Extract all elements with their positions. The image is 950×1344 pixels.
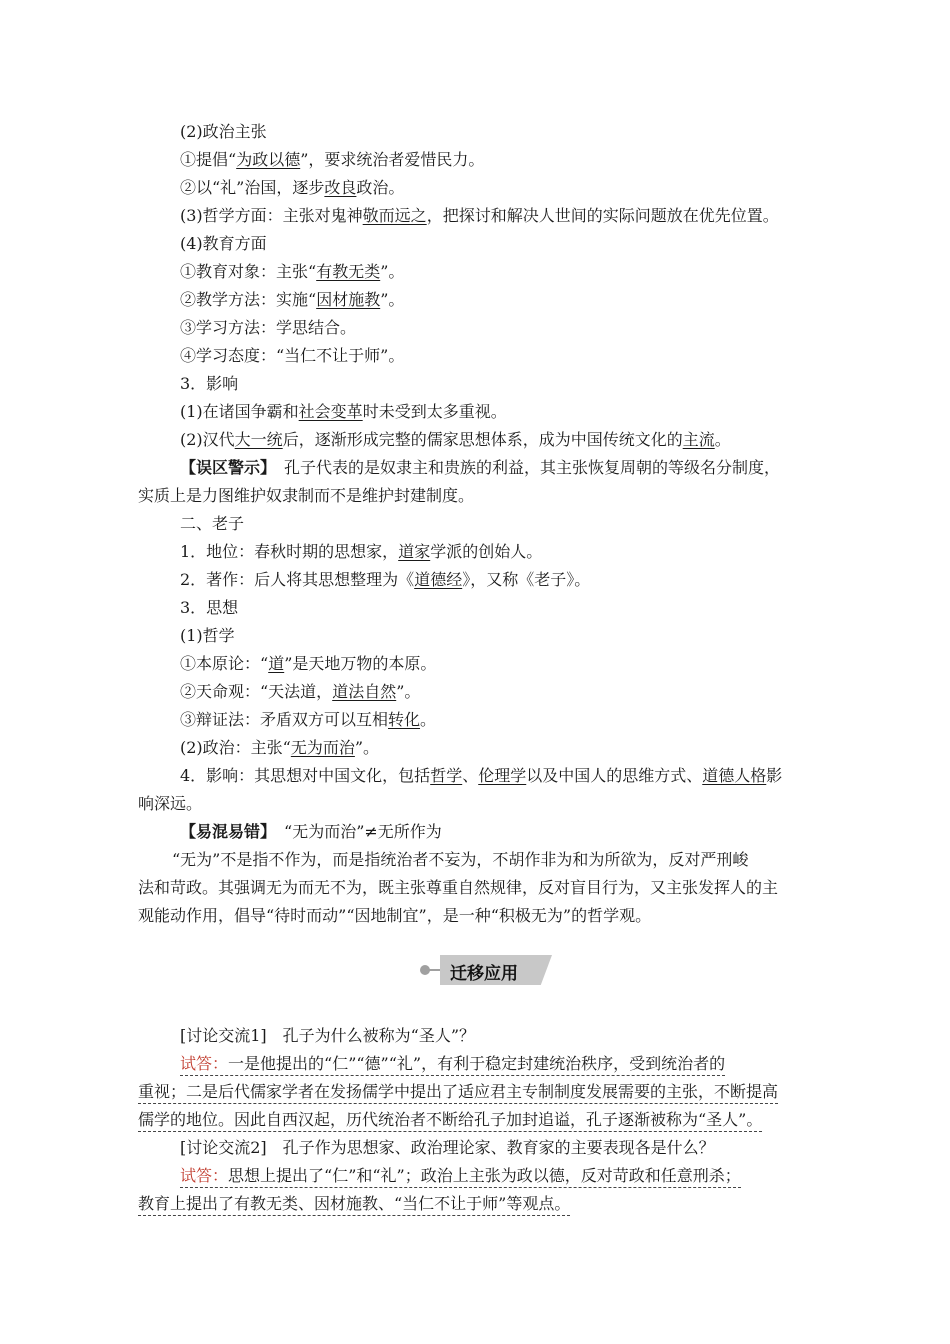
heading-philosophy: [180, 626, 235, 646]
text: 实质上是力图维护奴隶制而不是维护封建制度。: [138, 486, 475, 505]
discussion-question-2: [180, 1138, 715, 1158]
key-term: 道德经: [414, 570, 463, 589]
text: 影: [766, 766, 783, 785]
answer-text: [180, 1054, 725, 1076]
text: ④学习态度：“当仁不让于师”。: [180, 346, 405, 365]
heading-influence: [180, 374, 238, 394]
text: ”。: [354, 738, 380, 757]
key-term: 因材施教: [316, 290, 381, 309]
text: “无为而治”≠无所作为: [268, 822, 442, 841]
key-term: 哲学: [430, 766, 463, 785]
discussion-question-1: [180, 1026, 475, 1046]
line-influence-1: [180, 402, 507, 422]
text: 后，逐渐形成完整的儒家思想体系，成为中国传统文化的: [282, 430, 683, 449]
text: (2)汉代: [180, 430, 235, 449]
heading-education: [180, 234, 267, 254]
warning-tag: 【误区警示】: [180, 458, 269, 477]
key-term: 改良: [324, 178, 357, 197]
line-ontology: [180, 654, 436, 674]
answer-label: 试答：: [180, 1166, 229, 1185]
text: ，把探讨和解决人世间的实际问题放在优先位置。: [426, 206, 779, 225]
heading-thought: [180, 598, 238, 618]
text: 响深远。: [138, 794, 203, 813]
line-influence-2: [180, 430, 731, 450]
text: 以及中国人的思维方式、: [526, 766, 703, 785]
line-dialectics: [180, 710, 436, 730]
confusion-body-3: [138, 906, 651, 926]
text: 时未受到太多重视。: [362, 402, 507, 421]
key-term: 道: [268, 654, 285, 673]
text: ②教学方法：实施“: [180, 290, 317, 309]
key-term: 社会变革: [298, 402, 363, 421]
text: 。: [420, 710, 437, 729]
line-status: [180, 542, 542, 562]
text: “无为”不是指不作为，而是指统治者不妄为，不胡作非为和为所欲为，反对严刑峻: [172, 850, 749, 869]
line-learning-method: [180, 318, 356, 338]
answer-text: 重视；二是后代儒家学者在发扬儒学中提出了适应君主专制制度发展需要的主张，不断提高: [138, 1082, 778, 1104]
text: ②以“礼”治国，逐步: [180, 178, 325, 197]
line-philosophy: [180, 206, 779, 226]
text: ①提倡“: [180, 150, 237, 169]
line-laozi-influence-cont: [138, 794, 202, 814]
text: ”。: [396, 682, 421, 701]
line-li: [180, 178, 404, 198]
confusion-tag: 【易混易错】: [180, 822, 269, 841]
key-term: 大一统: [234, 430, 283, 449]
text: ③辩证法：矛盾双方可以互相: [180, 710, 389, 729]
text: ”。: [380, 290, 405, 309]
text: ”。: [380, 262, 405, 281]
text: ”，要求统治者爱惜民力。: [300, 150, 485, 169]
text: ③学习方法：学思结合。: [180, 318, 357, 337]
key-term: 伦理学: [478, 766, 527, 785]
text: 2．著作：后人将其思想整理为《: [180, 570, 415, 589]
banner-line: [428, 969, 442, 971]
key-term: 道德人格: [702, 766, 767, 785]
text: 法和苛政。其强调无为而无不为，既主张尊重自然规律，反对盲目行为，又主张发挥人的主: [138, 878, 779, 897]
discussion-answer-1: [180, 1054, 725, 1074]
answer-text: 教育上提出了有教无类、因材施教、“当仁不让于师”等观点。: [138, 1194, 570, 1216]
text: (1)哲学: [180, 626, 235, 645]
line-edu-method: [180, 290, 404, 310]
text: ①本原论：“: [180, 654, 269, 673]
answer-text: 儒学的地位。因此自西汉起，历代统治者不断给孔子加封追谥，孔子逐渐被称为“圣人”。: [138, 1110, 762, 1132]
line-works: [180, 570, 590, 590]
text: 二、老子: [180, 514, 245, 533]
answer-text: [180, 1166, 741, 1188]
text: 1．地位：春秋时期的思想家，: [180, 542, 399, 561]
text: 学派的创始人。: [430, 542, 543, 561]
text: (2)政治主张: [180, 122, 267, 141]
key-term: 有教无类: [316, 262, 381, 281]
misconception-warning-cont: [138, 486, 474, 506]
text: 3．影响: [180, 374, 239, 393]
text: (2)政治：主张“: [180, 738, 291, 757]
key-term: 敬而远之: [362, 206, 427, 225]
section-laozi: [180, 514, 244, 534]
heading-political: [180, 122, 267, 142]
text: 3．思想: [180, 598, 239, 617]
confusion-note: [180, 822, 442, 842]
key-term: 道家: [398, 542, 431, 561]
text: 》，又称《老子》。: [462, 570, 591, 589]
key-term: 道法自然: [332, 682, 397, 701]
confusion-body-2: [138, 878, 778, 898]
text: 4．影响：其思想对中国文化，包括: [180, 766, 431, 785]
text: 。: [714, 430, 731, 449]
text: 政治。: [356, 178, 405, 197]
text: ②天命观：“天法道，: [180, 682, 333, 701]
text: ”是天地万物的本原。: [284, 654, 437, 673]
text: 一是他提出的“仁”“德”“礼”，有利于稳定封建统治秩序，受到统治者的: [228, 1054, 726, 1073]
confusion-body-1: [172, 850, 748, 870]
line-heaven: [180, 682, 420, 702]
discussion-answer-1-cont: [138, 1082, 778, 1102]
line-politics: [180, 738, 379, 758]
discussion-answer-2-cont: [138, 1194, 570, 1214]
text: [讨论交流2] 孔子作为思想家、政治理论家、教育家的主要表现各是什么？: [180, 1138, 715, 1157]
text: (3)哲学方面：主张对鬼神: [180, 206, 363, 225]
banner-title: 迁移应用: [450, 964, 518, 984]
text: 思想上提出了“仁”和“礼”；政治上主张为政以德，反对苛政和任意刑杀；: [228, 1166, 741, 1185]
text: 观能动作用，倡导“待时而动”“因地制宜”，是一种“积极无为”的哲学观。: [138, 906, 652, 925]
key-term: 为政以德: [236, 150, 301, 169]
text: [讨论交流1] 孔子为什么被称为“圣人”？: [180, 1026, 476, 1045]
discussion-answer-2: [180, 1166, 741, 1186]
line-learning-attitude: [180, 346, 404, 366]
key-term: 无为而治: [290, 738, 355, 757]
answer-label: 试答：: [180, 1054, 229, 1073]
line-edu-object: [180, 262, 404, 282]
text: 孔子代表的是奴隶主和贵族的利益，其主张恢复周朝的等级名分制度，: [268, 458, 781, 477]
line-laozi-influence: [180, 766, 782, 786]
text: ①教育对象：主张“: [180, 262, 317, 281]
text: (1)在诸国争霸和: [180, 402, 299, 421]
line-weizheng: [180, 150, 484, 170]
key-term: 转化: [388, 710, 421, 729]
discussion-answer-1-cont2: [138, 1110, 762, 1130]
text: 、: [462, 766, 479, 785]
text: (4)教育方面: [180, 234, 267, 253]
misconception-warning: [180, 458, 780, 478]
key-term: 主流: [682, 430, 715, 449]
